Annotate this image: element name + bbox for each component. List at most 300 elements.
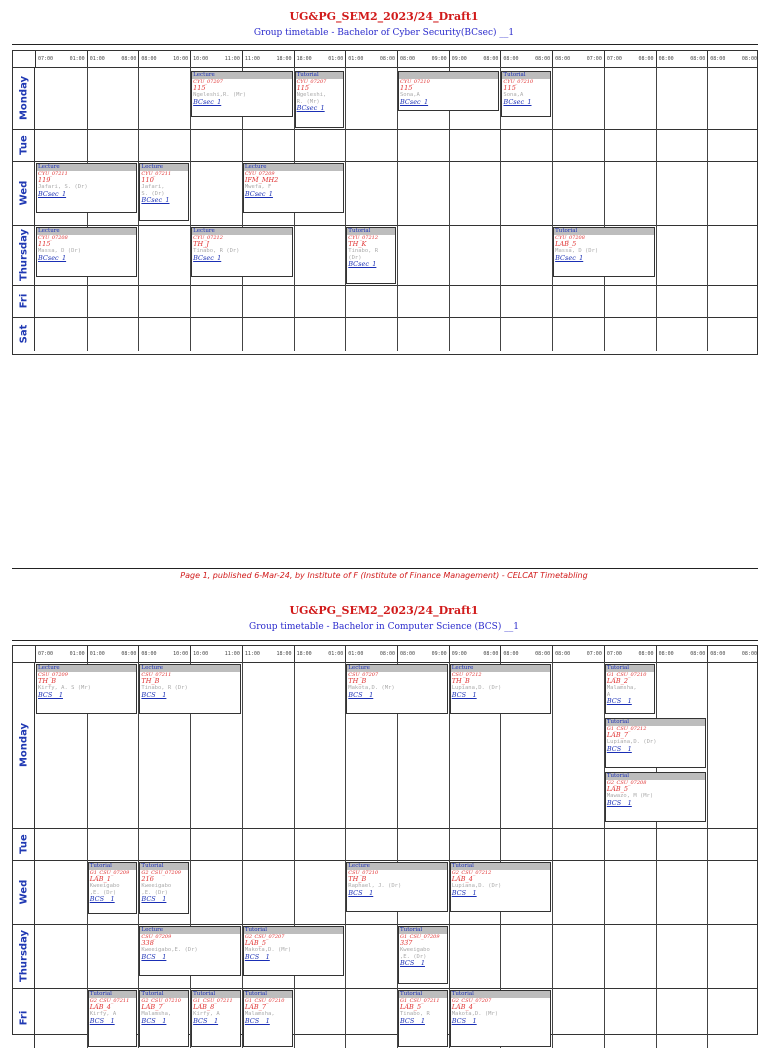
event-block[interactable] bbox=[36, 664, 137, 714]
day-label-text: Tue bbox=[18, 135, 29, 155]
event-type: Tutorial bbox=[140, 863, 188, 870]
event-type: Tutorial bbox=[606, 773, 705, 780]
event-staff: Kweeigabo,E. (Dr) bbox=[141, 947, 198, 953]
event-type: Lecture bbox=[37, 228, 136, 235]
time-slot-end: 01:00 bbox=[69, 56, 85, 62]
day-label-text: Fri bbox=[18, 293, 29, 309]
time-slot-header bbox=[449, 51, 501, 67]
time-slot-header bbox=[87, 51, 139, 67]
column-divider bbox=[552, 924, 553, 988]
time-slot-header bbox=[138, 646, 190, 662]
event-block[interactable] bbox=[139, 664, 240, 714]
time-slot-start: 01:00 bbox=[348, 56, 364, 62]
time-slot-start: 18:00 bbox=[296, 651, 312, 657]
event-group: BCsec_1 bbox=[555, 253, 584, 262]
event-block[interactable] bbox=[88, 862, 138, 914]
time-slot-start: 09:00 bbox=[451, 651, 467, 657]
event-course-code: CSU_07207 bbox=[348, 672, 379, 678]
column-divider bbox=[707, 924, 708, 988]
time-slot-end: 08:00 bbox=[483, 651, 499, 657]
event-group: BCS__1 bbox=[348, 690, 374, 699]
day-row-wed bbox=[13, 860, 757, 925]
time-slot-start: 08:00 bbox=[400, 56, 416, 62]
event-staff: Makota,D. (Mr) bbox=[451, 1011, 499, 1017]
event-group: BCS__1 bbox=[606, 798, 632, 807]
event-block[interactable] bbox=[450, 664, 551, 714]
event-room: LAB_5 bbox=[606, 785, 629, 793]
time-slot-start: 07:00 bbox=[38, 56, 54, 62]
time-slot-start: 08:00 bbox=[141, 56, 157, 62]
column-divider bbox=[449, 828, 450, 860]
event-course-code: G1_CSU_07209 bbox=[89, 870, 130, 876]
time-slot-header bbox=[604, 646, 656, 662]
time-slot-header bbox=[35, 51, 87, 67]
event-staff: Mawazo, M (Mr) bbox=[606, 793, 654, 799]
event-type: Lecture bbox=[347, 863, 446, 870]
time-slot-start: 11:00 bbox=[244, 56, 260, 62]
event-type: Tutorial bbox=[89, 991, 137, 998]
event-group: BCS__1 bbox=[38, 690, 63, 699]
time-slot-start: 08:00 bbox=[710, 56, 726, 62]
day-label-text: Wed bbox=[18, 879, 29, 905]
event-room: 115 bbox=[193, 84, 206, 92]
event-block[interactable] bbox=[501, 71, 551, 117]
column-divider bbox=[294, 988, 295, 1048]
column-divider bbox=[294, 129, 295, 161]
time-slot-end: 08:00 bbox=[535, 56, 551, 62]
time-slot-header bbox=[190, 51, 242, 67]
event-staff: Raphael, J. (Dr) bbox=[348, 883, 402, 889]
day-label-text: Monday bbox=[18, 75, 29, 121]
event-block[interactable] bbox=[139, 926, 240, 976]
column-divider bbox=[449, 317, 450, 351]
event-staff: Malamsha, bbox=[244, 1011, 275, 1017]
event-group: BCS__1 bbox=[606, 744, 632, 753]
column-divider bbox=[87, 285, 88, 317]
event-block[interactable] bbox=[243, 926, 344, 976]
time-slot-start: 08:00 bbox=[141, 651, 157, 657]
event-room: LAB_4 bbox=[89, 1003, 111, 1011]
event-type: Tutorial bbox=[244, 991, 292, 998]
column-divider bbox=[552, 161, 553, 225]
event-block[interactable] bbox=[346, 227, 396, 284]
time-slot-start: 11:00 bbox=[244, 651, 260, 657]
event-block[interactable] bbox=[243, 990, 293, 1047]
column-divider bbox=[604, 285, 605, 317]
time-slot-header bbox=[242, 646, 294, 662]
event-course-code: CYU_07208 bbox=[555, 235, 585, 241]
event-type: Lecture bbox=[244, 164, 343, 171]
time-slot-start: 01:00 bbox=[89, 651, 105, 657]
column-divider bbox=[707, 828, 708, 860]
column-divider bbox=[707, 129, 708, 161]
column-divider bbox=[500, 317, 501, 351]
event-room: TH_K bbox=[348, 240, 367, 248]
column-divider bbox=[190, 828, 191, 860]
column-divider bbox=[242, 285, 243, 317]
time-slot-header bbox=[500, 646, 552, 662]
event-block[interactable] bbox=[191, 71, 292, 117]
column-divider bbox=[552, 662, 553, 828]
event-group: BCS__1 bbox=[141, 895, 167, 903]
event-group: BCS__1 bbox=[141, 952, 167, 961]
column-divider bbox=[604, 988, 605, 1048]
event-course-code: G1_CSU_07212 bbox=[606, 726, 647, 732]
time-slot-end: 08:00 bbox=[638, 56, 654, 62]
event-room: LAB_5 bbox=[400, 1003, 422, 1011]
column-divider bbox=[552, 828, 553, 860]
event-staff: Jafari, S. (Dr) bbox=[38, 184, 88, 190]
column-divider bbox=[656, 129, 657, 161]
event-group: BCsec_1 bbox=[38, 253, 67, 262]
event-type: Tutorial bbox=[399, 927, 447, 934]
event-course-code: CYU_07207 bbox=[296, 79, 327, 85]
event-room: LAB_5 bbox=[555, 240, 577, 248]
event-room: TH_J bbox=[193, 240, 210, 248]
event-type: Lecture bbox=[140, 927, 239, 934]
event-course-code: G1_CSU_07211 bbox=[193, 998, 233, 1004]
column-divider bbox=[294, 662, 295, 828]
time-slot-start: 08:00 bbox=[710, 651, 726, 657]
event-staff: Tinabo, R (Dr) bbox=[193, 248, 240, 254]
time-slot-end: 09:00 bbox=[431, 651, 447, 657]
column-divider bbox=[190, 161, 191, 225]
event-staff: Ngeleshi, R. (Mr) bbox=[296, 92, 327, 105]
time-slot-header bbox=[656, 646, 708, 662]
event-group: BCS__1 bbox=[451, 888, 477, 897]
column-divider bbox=[87, 129, 88, 161]
time-slot-end: 08:00 bbox=[483, 56, 499, 62]
event-staff: Kweeigabo ,E. (Dr) bbox=[400, 947, 430, 960]
time-slot-start: 08:00 bbox=[400, 651, 416, 657]
column-divider bbox=[604, 317, 605, 351]
day-row-thursday bbox=[13, 225, 757, 286]
time-slot-start: 10:00 bbox=[193, 56, 209, 62]
event-room: TH_B bbox=[451, 677, 470, 685]
column-divider bbox=[500, 828, 501, 860]
day-label-text: Thursday bbox=[18, 228, 29, 282]
time-slot-header bbox=[500, 51, 552, 67]
event-group: BCsec_1 bbox=[193, 97, 222, 106]
section-2-title: UG&PG_SEM2_2023/24_Draft1 bbox=[289, 604, 479, 617]
event-block[interactable] bbox=[191, 227, 292, 277]
day-label bbox=[13, 860, 35, 924]
event-block[interactable] bbox=[346, 664, 447, 714]
column-divider bbox=[294, 860, 295, 924]
event-staff: Makota,D. (Mr) bbox=[244, 947, 292, 953]
event-block[interactable] bbox=[36, 227, 137, 277]
event-group: BCS__1 bbox=[400, 959, 425, 967]
day-label bbox=[13, 988, 35, 1048]
column-divider bbox=[190, 860, 191, 924]
column-divider bbox=[397, 161, 398, 225]
time-slot-end: 10:00 bbox=[173, 651, 189, 657]
event-staff: Kirfy, A bbox=[89, 1011, 117, 1017]
event-type: Tutorial bbox=[192, 991, 240, 998]
time-slot-end: 11:00 bbox=[224, 56, 240, 62]
time-slot-header bbox=[138, 51, 190, 67]
event-type: Lecture bbox=[192, 228, 291, 235]
event-block[interactable] bbox=[191, 990, 241, 1047]
column-divider bbox=[604, 860, 605, 924]
event-block[interactable] bbox=[553, 227, 654, 277]
event-room: LAB_7 bbox=[244, 1003, 267, 1011]
event-block[interactable] bbox=[450, 990, 551, 1047]
column-divider bbox=[552, 285, 553, 317]
event-room: TH_B bbox=[348, 875, 367, 883]
column-divider bbox=[604, 924, 605, 988]
event-type: Lecture bbox=[347, 665, 446, 672]
time-slot-header bbox=[35, 646, 87, 662]
time-slot-end: 07:00 bbox=[586, 651, 602, 657]
event-block[interactable] bbox=[398, 990, 448, 1047]
time-slot-end: 08:00 bbox=[121, 56, 137, 62]
column-divider bbox=[604, 828, 605, 860]
column-divider bbox=[656, 828, 657, 860]
time-slot-start: 07:00 bbox=[606, 651, 622, 657]
event-type: Lecture bbox=[192, 72, 291, 79]
day-label-text: Sat bbox=[18, 324, 29, 344]
column-divider bbox=[500, 129, 501, 161]
column-divider bbox=[656, 924, 657, 988]
time-slot-end: 08:00 bbox=[638, 651, 654, 657]
column-divider bbox=[707, 317, 708, 351]
column-divider bbox=[345, 828, 346, 860]
time-slot-header bbox=[294, 51, 346, 67]
section-1-subtitle: Group timetable - Bachelor of Cyber Security(BCsec) __1 bbox=[253, 28, 515, 38]
event-room: LAB_7 bbox=[606, 731, 629, 739]
event-room: 115 bbox=[296, 84, 309, 92]
event-type: Tutorial bbox=[89, 863, 137, 870]
column-divider bbox=[190, 129, 191, 161]
event-room: TH_B bbox=[141, 677, 160, 685]
event-course-code: CSU_07210 bbox=[348, 870, 379, 876]
column-divider bbox=[345, 129, 346, 161]
time-slot-start: 01:00 bbox=[89, 56, 105, 62]
event-group: BCS__1 bbox=[244, 952, 270, 961]
event-group: BCS__1 bbox=[89, 1016, 115, 1025]
event-block[interactable] bbox=[243, 163, 344, 213]
divider bbox=[12, 640, 758, 641]
event-staff: Kirfy, A. S (Mr) bbox=[38, 685, 91, 691]
event-room: 115 bbox=[503, 84, 516, 92]
event-block[interactable] bbox=[605, 664, 655, 714]
time-slot-start: 08:00 bbox=[555, 651, 571, 657]
event-room: IFM_MH2 bbox=[244, 176, 279, 184]
event-group: BCS__1 bbox=[193, 1016, 219, 1025]
time-slot-header bbox=[397, 646, 449, 662]
event-staff: Kirfy, A bbox=[193, 1011, 220, 1017]
event-course-code: CSU_07209 bbox=[38, 672, 68, 678]
event-course-code: CYU_07212 bbox=[348, 235, 379, 241]
time-slot-end: 08:00 bbox=[535, 651, 551, 657]
column-divider bbox=[449, 285, 450, 317]
event-course-code: CYU_07211 bbox=[141, 171, 172, 177]
day-label bbox=[13, 317, 35, 351]
event-type: Tutorial bbox=[140, 991, 188, 998]
event-type: Lecture bbox=[37, 665, 136, 672]
time-slot-end: 01:00 bbox=[328, 651, 344, 657]
time-slot-end: 10:00 bbox=[173, 56, 189, 62]
event-staff: Kweeigabo ,E. (Dr) bbox=[141, 883, 172, 896]
time-slot-header bbox=[87, 646, 139, 662]
event-course-code: CYU_07208 bbox=[38, 235, 68, 241]
column-divider bbox=[242, 662, 243, 828]
event-block[interactable] bbox=[139, 862, 189, 914]
event-course-code: CYU_07207 bbox=[193, 79, 223, 85]
column-divider bbox=[138, 828, 139, 860]
day-row-monday bbox=[13, 67, 757, 130]
column-divider bbox=[294, 285, 295, 317]
event-staff: Tinabo, R (Dr) bbox=[348, 248, 379, 261]
event-block[interactable] bbox=[450, 862, 551, 912]
time-slot-start: 01:00 bbox=[348, 651, 364, 657]
event-room: 115 bbox=[38, 240, 51, 248]
time-slot-end: 08:00 bbox=[690, 56, 706, 62]
event-course-code: G2_CSU_07207 bbox=[244, 934, 285, 940]
time-slot-header bbox=[707, 51, 759, 67]
column-divider bbox=[707, 67, 708, 129]
event-course-code: G1_CSU_07211 bbox=[400, 998, 440, 1004]
event-staff: Ngeleshi,R. (Mr) bbox=[193, 92, 247, 98]
time-slot-header bbox=[552, 646, 604, 662]
time-slot-end: 08:00 bbox=[741, 651, 757, 657]
column-divider bbox=[656, 225, 657, 285]
column-divider bbox=[138, 285, 139, 317]
time-slot-header bbox=[190, 646, 242, 662]
day-label bbox=[13, 828, 35, 860]
column-divider bbox=[500, 924, 501, 988]
column-divider bbox=[138, 67, 139, 129]
event-block[interactable] bbox=[346, 862, 447, 912]
column-divider bbox=[190, 285, 191, 317]
event-group: BCsec_1 bbox=[38, 189, 67, 198]
event-type: Tutorial bbox=[399, 991, 447, 998]
event-type: Tutorial bbox=[244, 927, 343, 934]
event-type: Tutorial bbox=[347, 228, 395, 235]
event-course-code: CYU_07211 bbox=[38, 171, 68, 177]
event-type: Lecture bbox=[37, 164, 136, 171]
time-slot-header bbox=[397, 51, 449, 67]
event-course-code: CYU_07209 bbox=[244, 171, 275, 177]
event-type: Tutorial bbox=[554, 228, 653, 235]
column-divider bbox=[604, 129, 605, 161]
time-header-row bbox=[13, 646, 757, 663]
column-divider bbox=[294, 828, 295, 860]
time-slot-end: 11:00 bbox=[224, 651, 240, 657]
column-divider bbox=[294, 317, 295, 351]
event-room: LAB_7 bbox=[141, 1003, 163, 1011]
time-slot-header bbox=[449, 646, 501, 662]
event-group: BCS__1 bbox=[451, 690, 477, 699]
day-label-text: Fri bbox=[18, 1010, 29, 1026]
day-label bbox=[13, 67, 35, 129]
event-block[interactable] bbox=[36, 163, 137, 213]
event-block[interactable] bbox=[88, 990, 138, 1047]
day-row-sat bbox=[13, 317, 757, 351]
column-divider bbox=[345, 924, 346, 988]
column-divider bbox=[397, 317, 398, 351]
event-room: 216 bbox=[141, 875, 154, 883]
column-divider bbox=[242, 828, 243, 860]
time-slot-end: 08:00 bbox=[121, 651, 137, 657]
event-block[interactable] bbox=[295, 71, 345, 128]
event-staff: Kweeigabo ,E. (Dr) bbox=[89, 883, 120, 896]
column-divider bbox=[449, 129, 450, 161]
column-divider bbox=[552, 317, 553, 351]
time-slot-end: 08:00 bbox=[690, 651, 706, 657]
event-staff: Massa, D (Dr) bbox=[38, 248, 82, 254]
column-divider bbox=[552, 988, 553, 1048]
column-divider bbox=[397, 828, 398, 860]
event-course-code: G1_CSU_07210 bbox=[606, 672, 647, 678]
event-block[interactable] bbox=[139, 990, 189, 1047]
column-divider bbox=[656, 317, 657, 351]
column-divider bbox=[345, 317, 346, 351]
column-divider bbox=[138, 129, 139, 161]
event-block[interactable] bbox=[605, 718, 706, 768]
column-divider bbox=[242, 129, 243, 161]
event-block[interactable] bbox=[398, 71, 499, 111]
event-block[interactable] bbox=[605, 772, 706, 822]
column-divider bbox=[656, 988, 657, 1048]
event-block[interactable] bbox=[398, 926, 448, 984]
column-divider bbox=[345, 285, 346, 317]
event-type: Lecture bbox=[140, 164, 188, 171]
event-group: BCS__1 bbox=[89, 895, 115, 903]
column-divider bbox=[449, 161, 450, 225]
time-slot-header bbox=[656, 51, 708, 67]
day-label bbox=[13, 225, 35, 285]
event-group: BCsec_1 bbox=[348, 260, 377, 268]
column-divider bbox=[604, 67, 605, 129]
day-row-wed bbox=[13, 161, 757, 226]
event-block[interactable] bbox=[139, 163, 189, 221]
event-room: TH_B bbox=[38, 677, 57, 685]
event-type: Tutorial bbox=[606, 665, 654, 672]
time-slot-start: 07:00 bbox=[606, 56, 622, 62]
event-type: Tutorial bbox=[451, 991, 550, 998]
day-label bbox=[13, 924, 35, 988]
day-row-thursday bbox=[13, 924, 757, 989]
time-slot-end: 08:00 bbox=[379, 651, 395, 657]
column-divider bbox=[656, 67, 657, 129]
time-slot-end: 18:00 bbox=[276, 56, 292, 62]
day-label bbox=[13, 662, 35, 828]
column-divider bbox=[138, 317, 139, 351]
page-footer: Page 1, published 6-Mar-24, by Institute of F (Institute of Finance Management) - CELCAT Timetabling bbox=[180, 571, 588, 580]
event-type: Lecture bbox=[451, 665, 550, 672]
time-slot-end: 08:00 bbox=[379, 56, 395, 62]
event-course-code: G1_CSU_07209 bbox=[400, 934, 440, 940]
event-staff: Lupiana,D. (Dr) bbox=[451, 685, 502, 691]
time-slot-start: 07:00 bbox=[38, 651, 54, 657]
event-room: 110 bbox=[141, 176, 154, 184]
column-divider bbox=[345, 988, 346, 1048]
time-slot-header bbox=[345, 646, 397, 662]
event-group: BCS__1 bbox=[141, 690, 167, 699]
day-row-tue bbox=[13, 129, 757, 162]
event-type: Tutorial bbox=[451, 863, 550, 870]
event-staff: Makota,D. (Mr) bbox=[348, 685, 395, 691]
column-divider bbox=[552, 67, 553, 129]
event-staff: Tinabo, R bbox=[400, 1011, 430, 1017]
event-group: BCS__1 bbox=[451, 1016, 477, 1025]
column-divider bbox=[397, 285, 398, 317]
column-divider bbox=[87, 317, 88, 351]
event-group: BCS__1 bbox=[606, 697, 632, 705]
column-divider bbox=[500, 285, 501, 317]
